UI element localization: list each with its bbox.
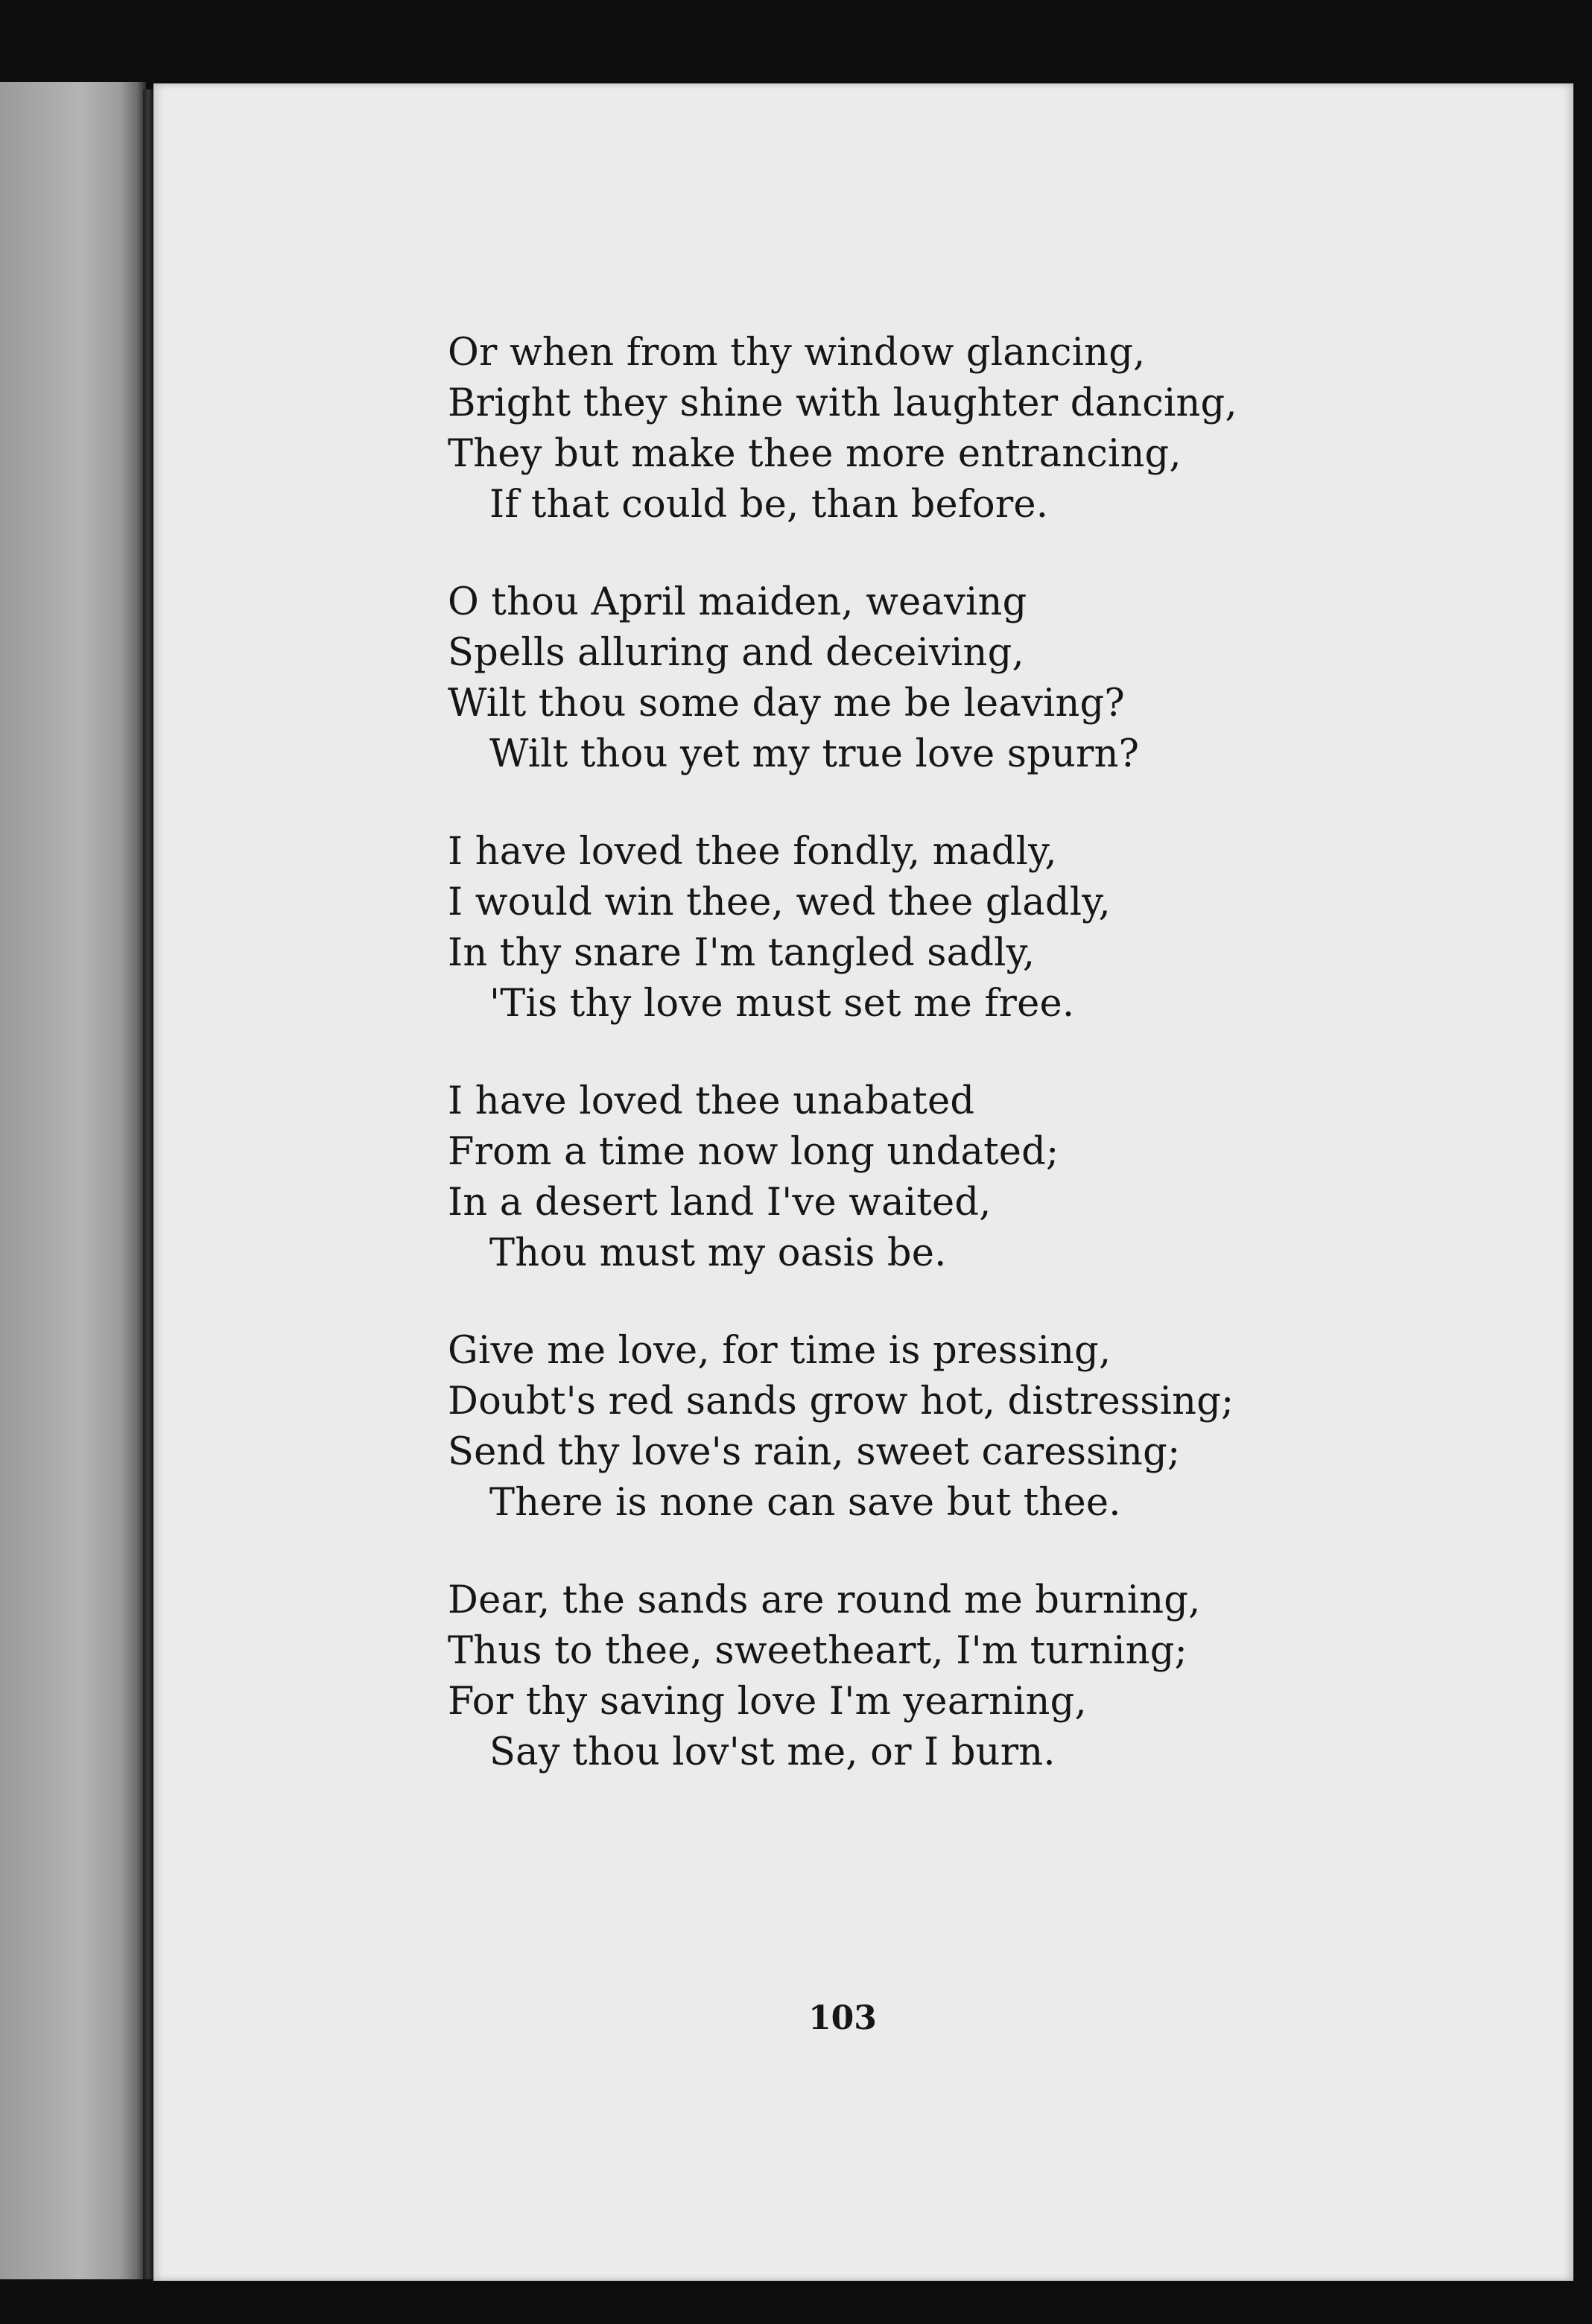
poem-line: They but make thee more entrancing, <box>448 432 1182 476</box>
stanza-1 <box>448 328 1491 530</box>
poem-line: Wilt thou yet my true love spurn? <box>489 732 1140 776</box>
facing-page-edge <box>0 82 146 2279</box>
poem-line: I have loved thee fondly, madly, <box>448 830 1057 874</box>
poem-line: Or when from thy window glancing, <box>448 331 1146 375</box>
poem-line: I would win thee, wed thee gladly, <box>448 880 1111 924</box>
poem-line: 'Tis thy love must set me free. <box>489 982 1075 1026</box>
book-gutter <box>143 89 153 2279</box>
poem-line: Send thy love's rain, sweet caressing; <box>448 1430 1181 1474</box>
stanza-2 <box>448 577 1491 780</box>
stanza-6 <box>448 1575 1491 1778</box>
poem-line: There is none can save but thee. <box>489 1481 1121 1525</box>
poem-line: Wilt thou some day me be leaving? <box>448 682 1125 726</box>
poem-line: Spells alluring and deceiving, <box>448 631 1024 675</box>
poem-line: Thus to thee, sweetheart, I'm turning; <box>448 1629 1187 1673</box>
stanza-5 <box>448 1326 1491 1528</box>
poem-line: Give me love, for time is pressing, <box>448 1329 1111 1373</box>
poem-body <box>448 328 1491 1825</box>
poem-line: From a time now long undated; <box>448 1130 1059 1174</box>
poem-line: I have loved thee unabated <box>448 1079 975 1123</box>
poem-line: Say thou lov'st me, or I burn. <box>489 1730 1056 1774</box>
stanza-4 <box>448 1076 1491 1279</box>
poem-line: Thou must my oasis be. <box>489 1231 947 1275</box>
book-page <box>153 83 1573 2281</box>
poem-line: Dear, the sands are round me burning, <box>448 1578 1201 1622</box>
poem-line: If that could be, than before. <box>489 483 1049 527</box>
poem-line: Bright they shine with laughter dancing, <box>448 381 1237 425</box>
page-number-text: 103 <box>808 1999 877 2037</box>
poem-line: For thy saving love I'm yearning, <box>448 1680 1087 1724</box>
stanza-3 <box>448 827 1491 1029</box>
page-number <box>153 1999 1573 2037</box>
poem-line: Doubt's red sands grow hot, distressing; <box>448 1380 1234 1423</box>
poem-line: O thou April maiden, weaving <box>448 580 1027 624</box>
poem-line: In thy snare I'm tangled sadly, <box>448 931 1036 975</box>
poem-line: In a desert land I've waited, <box>448 1181 992 1225</box>
